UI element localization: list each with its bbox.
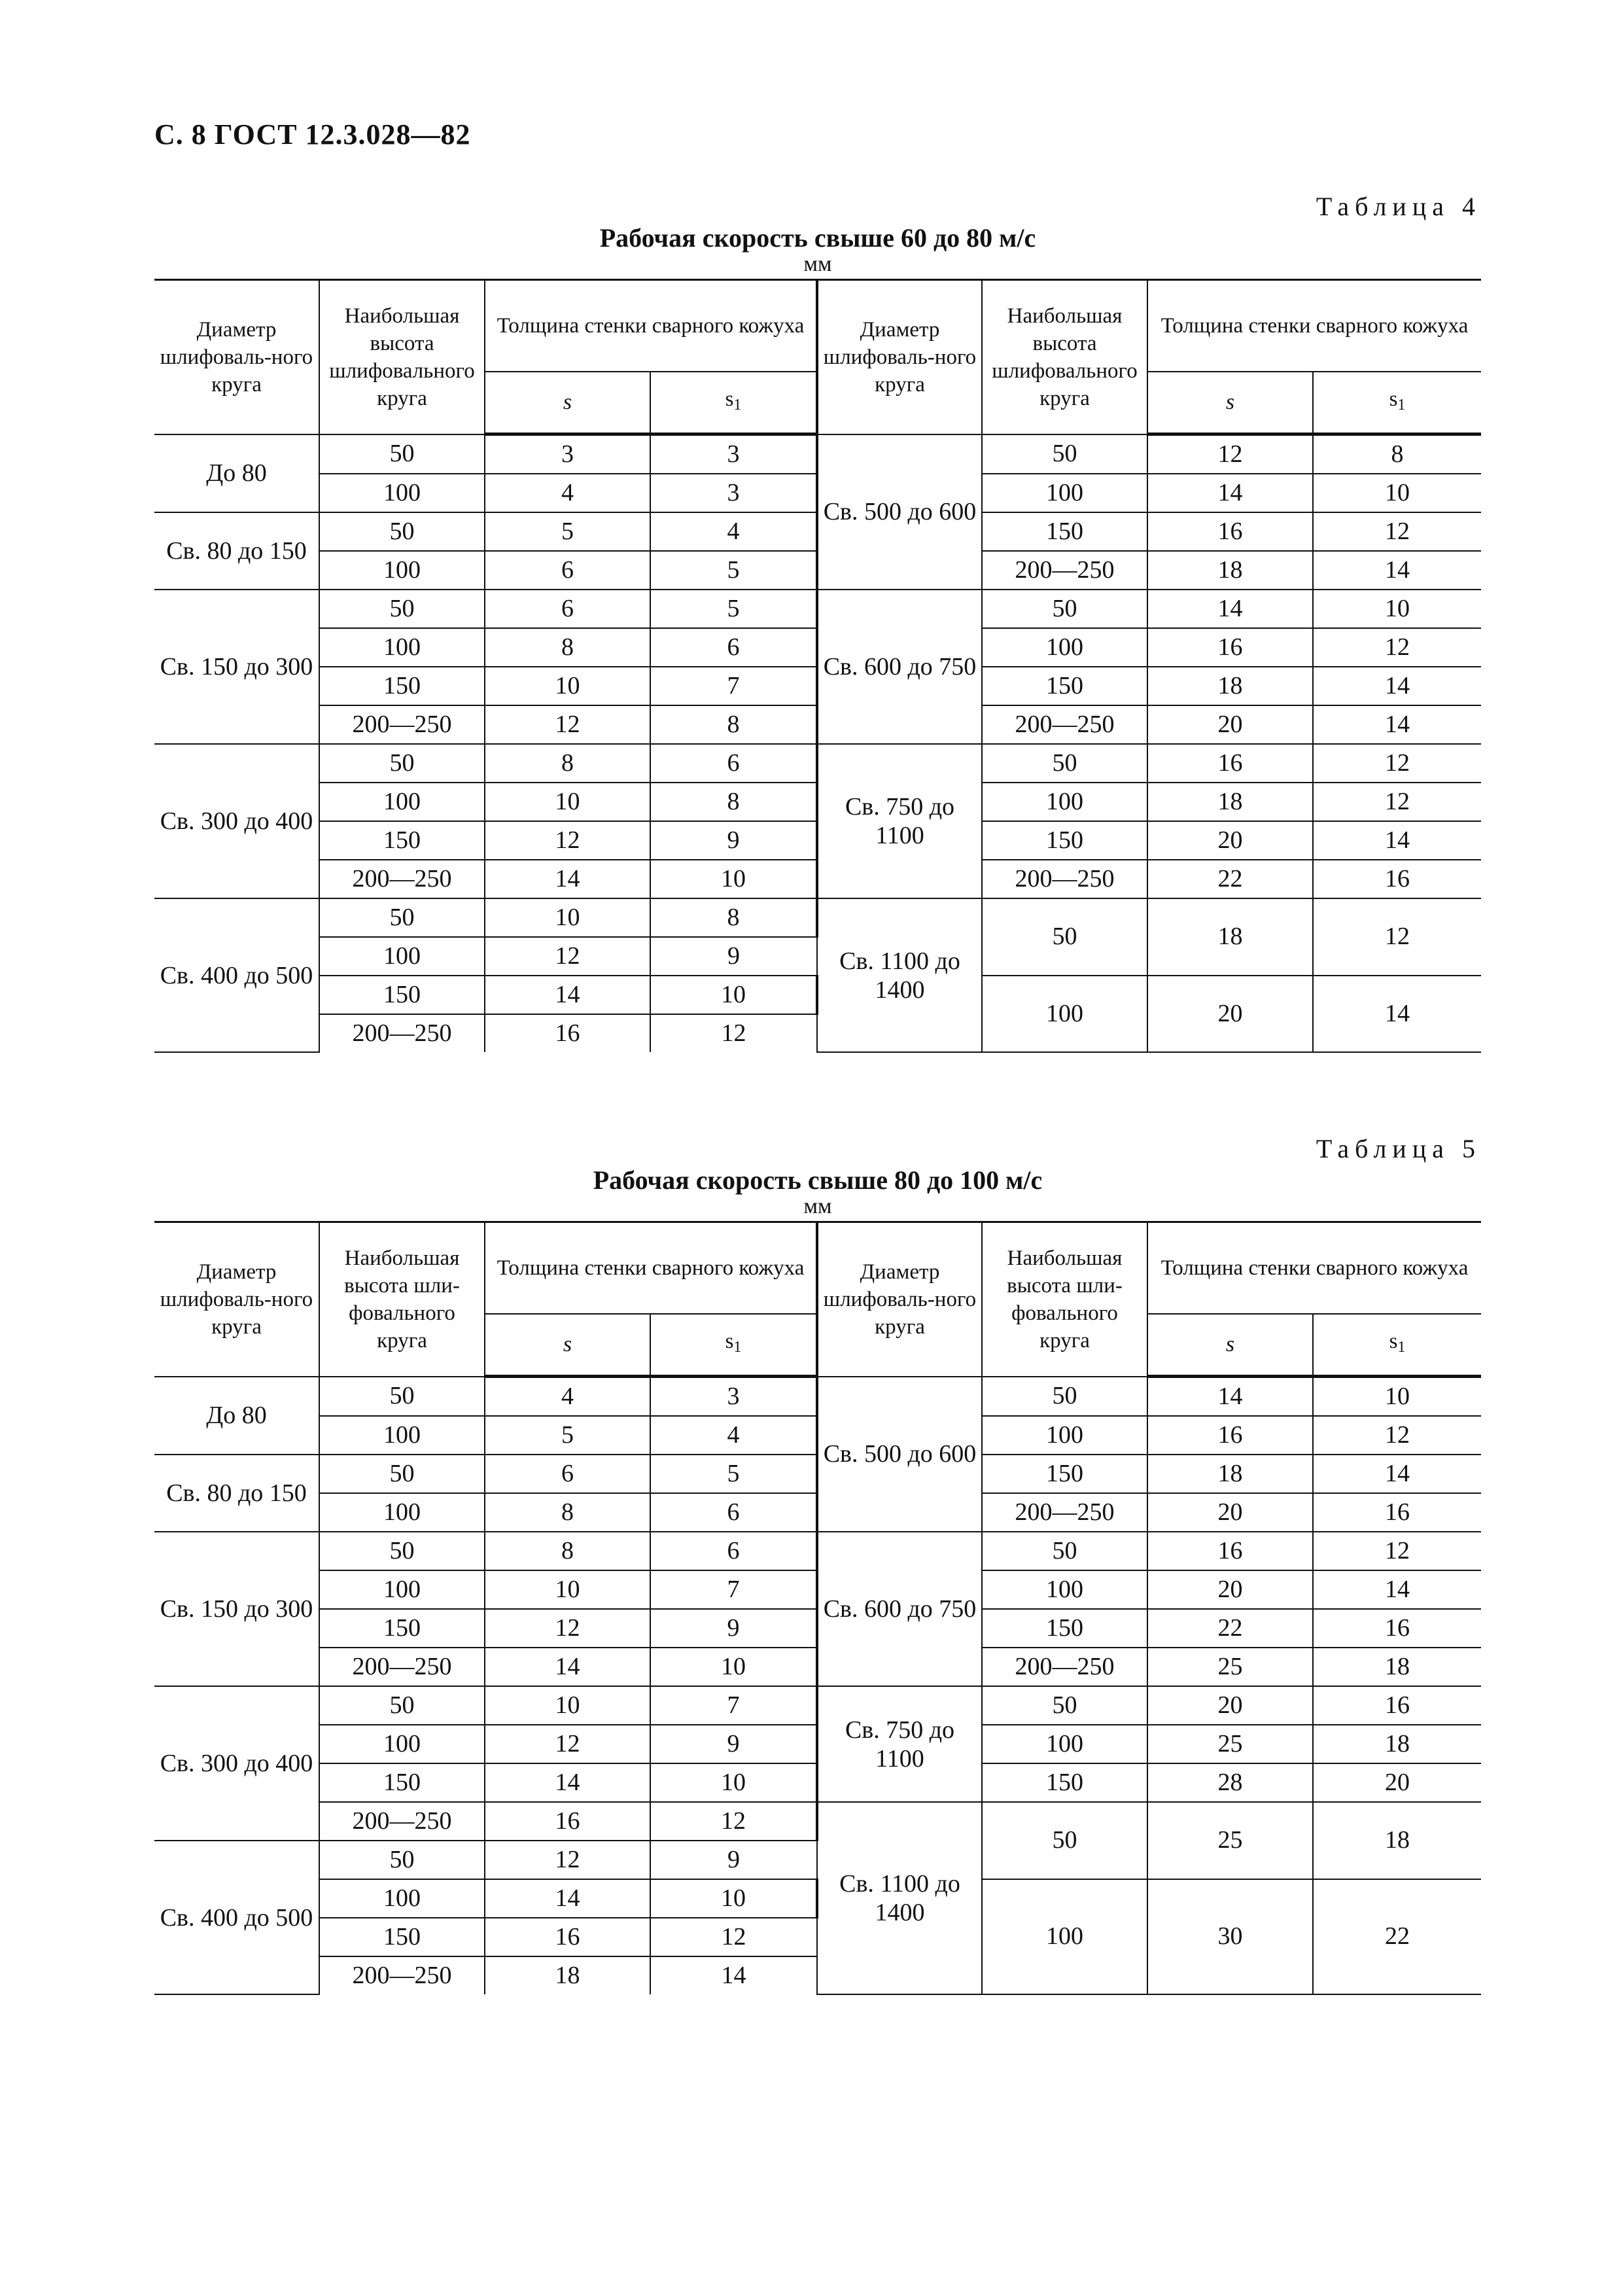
table-cell: 14 [1313,976,1481,1052]
table-cell: 14 [485,1763,650,1802]
table-cell: 100 [982,1879,1147,1994]
table-cell: 50 [319,512,485,551]
header-thickness: Толщина стенки сварного кожуха [1147,1222,1481,1314]
table-cell: 9 [650,1609,817,1648]
table-cell: 50 [319,1686,485,1725]
table-cell: 9 [650,1725,817,1763]
table-cell: 8 [485,1493,650,1532]
table-cell: 50 [982,1686,1147,1725]
header-s1: $s_1$ [1313,372,1481,434]
table-cell: 10 [485,1570,650,1609]
table-5 [154,1221,1481,1995]
table-cell: 10 [485,667,650,705]
table-cell: 6 [485,590,650,628]
table-cell: 5 [650,1455,817,1493]
table-cell: 16 [485,1802,650,1841]
diameter-cell: Св. 300 до 400 [154,744,319,898]
table-cell: 150 [982,821,1147,860]
diameter-cell: Св. 80 до 150 [154,512,319,590]
table-cell: 150 [982,1455,1147,1493]
header-diameter: Диаметр шлифоваль-ного круга [154,280,319,434]
table-cell: 50 [982,1377,1147,1417]
table-cell: 18 [1147,551,1313,590]
table-cell: 16 [1147,628,1313,667]
table-cell: 200—250 [982,1648,1147,1686]
table-cell: 3 [650,1377,817,1417]
table-cell: 10 [1313,474,1481,512]
diameter-cell: До 80 [154,434,319,513]
table-cell: 14 [485,860,650,898]
table-cell: 16 [485,1014,650,1052]
table-cell: 22 [1313,1879,1481,1994]
table-cell: 12 [1313,1416,1481,1455]
table-cell: 100 [319,1416,485,1455]
header-s: s [485,372,650,434]
table-cell: 6 [650,1532,817,1570]
table-cell: 10 [485,1686,650,1725]
table-5-unit: мм [803,1194,832,1218]
table-cell: 10 [650,1763,817,1802]
table-cell: 150 [982,1609,1147,1648]
table-cell: 28 [1147,1763,1313,1802]
table-cell: 5 [485,1416,650,1455]
table-5-label: Таблица 5 [1316,1134,1481,1163]
table-4 [154,279,1481,1053]
table-cell: 18 [1313,1802,1481,1879]
table-cell: 12 [1313,783,1481,821]
diameter-cell: Св. 500 до 600 [817,1377,982,1532]
table-cell: 22 [1147,1609,1313,1648]
table-cell: 12 [650,1802,817,1841]
table-cell: 10 [650,1648,817,1686]
table-cell: 3 [650,474,817,512]
table-cell: 3 [485,434,650,474]
table-cell: 7 [650,667,817,705]
table-cell: 200—250 [982,860,1147,898]
table-cell: 14 [1147,474,1313,512]
table-cell: 20 [1147,821,1313,860]
table-cell: 12 [1313,628,1481,667]
table-cell: 16 [1147,512,1313,551]
table-cell: 6 [650,744,817,783]
table-cell: 200—250 [319,1014,485,1052]
table-cell: 22 [1147,860,1313,898]
table-cell: 14 [1313,705,1481,744]
table-cell: 150 [982,512,1147,551]
table-cell: 12 [1313,1532,1481,1570]
diameter-cell: Св. 600 до 750 [817,1532,982,1686]
table-cell: 50 [319,1377,485,1417]
table-cell: 7 [650,1686,817,1725]
table-cell: 20 [1147,1493,1313,1532]
diameter-cell: Св. 400 до 500 [154,898,319,1052]
table-cell: 100 [982,976,1147,1052]
table-cell: 6 [485,551,650,590]
table-cell: 20 [1147,705,1313,744]
table-cell: 100 [982,474,1147,512]
table-cell: 150 [319,821,485,860]
table-cell: 20 [1313,1763,1481,1802]
table-cell: 100 [982,1416,1147,1455]
table-cell: 20 [1147,1686,1313,1725]
table-cell: 50 [319,434,485,474]
table-cell: 50 [319,1841,485,1879]
header-diameter: Диаметр шлифоваль-ного круга [817,1222,982,1377]
table-cell: 12 [485,1841,650,1879]
table-cell: 3 [650,434,817,474]
table-5-block [154,1132,1481,1995]
header-height: Наибольшая высота шли-фовального круга [319,1222,485,1377]
diameter-cell: Св. 300 до 400 [154,1686,319,1841]
diameter-cell: Св. 600 до 750 [817,590,982,744]
table-cell: 18 [1147,667,1313,705]
table-cell: 200—250 [319,860,485,898]
header-height: Наибольшая высота шли-фовального круга [982,1222,1147,1377]
header-diameter: Диаметр шлифоваль-ного круга [154,1222,319,1377]
table-cell: 50 [982,1802,1147,1879]
page-header: С. 8 ГОСТ 12.3.028—82 [154,118,471,150]
table-cell: 150 [982,1763,1147,1802]
table-cell: 4 [485,474,650,512]
table-cell: 100 [319,1725,485,1763]
table-cell: 100 [982,1570,1147,1609]
diameter-cell: До 80 [154,1377,319,1455]
table-cell: 10 [650,860,817,898]
table-cell: 50 [319,1455,485,1493]
table-cell: 50 [319,898,485,937]
table-cell: 50 [982,898,1147,976]
table-cell: 200—250 [319,1956,485,1994]
table-cell: 150 [319,976,485,1014]
table-cell: 14 [1147,590,1313,628]
table-cell: 200—250 [982,1493,1147,1532]
table-cell: 8 [485,628,650,667]
table-cell: 150 [319,1918,485,1956]
table-cell: 50 [982,590,1147,628]
table-cell: 10 [1313,1377,1481,1417]
table-cell: 9 [650,937,817,976]
table-cell: 14 [1313,551,1481,590]
table-cell: 10 [485,898,650,937]
header-s: s [1147,372,1313,434]
table-cell: 100 [982,783,1147,821]
header-thickness: Толщина стенки сварного кожуха [485,1222,817,1314]
table-cell: 16 [1313,1686,1481,1725]
table-cell: 8 [1313,434,1481,474]
table-cell: 4 [650,1416,817,1455]
table-cell: 16 [1147,1416,1313,1455]
diameter-cell: Св. 750 до 1100 [817,744,982,898]
header-s: s [1147,1314,1313,1377]
table-cell: 5 [650,551,817,590]
table-cell: 5 [485,512,650,551]
table-cell: 12 [485,1725,650,1763]
table-cell: 50 [982,744,1147,783]
table-cell: 9 [650,1841,817,1879]
table-cell: 12 [650,1014,817,1052]
table-cell: 18 [1147,783,1313,821]
table-cell: 100 [319,1493,485,1532]
table-cell: 200—250 [319,705,485,744]
table-cell: 12 [1147,434,1313,474]
table-cell: 10 [1313,590,1481,628]
table-cell: 10 [650,976,817,1014]
header-s: s [485,1314,650,1377]
header-diameter: Диаметр шлифоваль-ного круга [817,280,982,434]
table-cell: 150 [319,1609,485,1648]
table-cell: 16 [1313,1609,1481,1648]
table-cell: 100 [319,1570,485,1609]
table-cell: 12 [485,821,650,860]
table-cell: 14 [485,976,650,1014]
table-cell: 14 [650,1956,817,1994]
table-cell: 14 [1313,821,1481,860]
diameter-cell: Св. 500 до 600 [817,434,982,590]
table-cell: 25 [1147,1802,1313,1879]
table-cell: 12 [485,705,650,744]
table-cell: 50 [982,434,1147,474]
table-4-title: Рабочая скорость свыше 60 до 80 м/с [599,223,1036,253]
table-cell: 18 [1313,1648,1481,1686]
table-cell: 150 [319,1763,485,1802]
table-cell: 50 [319,590,485,628]
table-cell: 4 [485,1377,650,1417]
table-cell: 7 [650,1570,817,1609]
table-cell: 200—250 [319,1648,485,1686]
table-cell: 9 [650,821,817,860]
table-cell: 18 [1313,1725,1481,1763]
table-cell: 14 [1313,1455,1481,1493]
diameter-cell: Св. 150 до 300 [154,1532,319,1686]
table-cell: 50 [982,1532,1147,1570]
table-cell: 100 [319,551,485,590]
table-cell: 18 [1147,1455,1313,1493]
table-cell: 6 [650,1493,817,1532]
table-cell: 14 [485,1648,650,1686]
diameter-cell: Св. 1100 до 1400 [817,1802,982,1994]
table-cell: 12 [485,1609,650,1648]
table-cell: 16 [1147,1532,1313,1570]
table-cell: 25 [1147,1648,1313,1686]
table-cell: 20 [1147,976,1313,1052]
table-cell: 30 [1147,1879,1313,1994]
table-cell: 50 [319,744,485,783]
table-cell: 200—250 [982,705,1147,744]
table-cell: 12 [1313,744,1481,783]
header-s1: $s_1$ [650,372,817,434]
table-cell: 6 [485,1455,650,1493]
table-cell: 100 [319,474,485,512]
table-cell: 8 [485,744,650,783]
table-cell: 8 [485,1532,650,1570]
table-cell: 14 [1147,1377,1313,1417]
table-cell: 10 [485,783,650,821]
table-cell: 14 [1313,1570,1481,1609]
table-cell: 12 [650,1918,817,1956]
table-cell: 150 [982,667,1147,705]
table-cell: 12 [1313,898,1481,976]
table-4-block [154,190,1481,1053]
diameter-cell: Св. 400 до 500 [154,1841,319,1994]
diameter-cell: Св. 150 до 300 [154,590,319,744]
header-s1: $s_1$ [1313,1314,1481,1377]
table-5-title: Рабочая скорость свыше 80 до 100 м/с [593,1165,1043,1195]
diameter-cell: Св. 80 до 150 [154,1455,319,1532]
table-cell: 16 [1313,860,1481,898]
header-thickness: Толщина стенки сварного кожуха [485,280,817,372]
table-cell: 200—250 [319,1802,485,1841]
table-cell: 4 [650,512,817,551]
table-cell: 100 [319,937,485,976]
table-cell: 8 [650,705,817,744]
header-height: Наибольшая высота шлифовального круга [319,280,485,434]
table-cell: 8 [650,783,817,821]
diameter-cell: Св. 750 до 1100 [817,1686,982,1802]
table-cell: 12 [485,937,650,976]
table-4-label: Таблица 4 [1316,192,1481,221]
table-cell: 100 [319,783,485,821]
table-cell: 5 [650,590,817,628]
table-cell: 100 [319,1879,485,1918]
table-cell: 100 [319,628,485,667]
table-cell: 50 [319,1532,485,1570]
table-cell: 6 [650,628,817,667]
table-cell: 18 [1147,898,1313,976]
header-height: Наибольшая высота шлифовального круга [982,280,1147,434]
table-cell: 100 [982,1725,1147,1763]
table-cell: 150 [319,667,485,705]
table-cell: 100 [982,628,1147,667]
table-cell: 20 [1147,1570,1313,1609]
table-cell: 16 [1313,1493,1481,1532]
table-4-unit: мм [803,252,832,276]
table-cell: 8 [650,898,817,937]
table-cell: 25 [1147,1725,1313,1763]
header-thickness: Толщина стенки сварного кожуха [1147,280,1481,372]
table-cell: 200—250 [982,551,1147,590]
diameter-cell: Св. 1100 до 1400 [817,898,982,1052]
table-cell: 14 [485,1879,650,1918]
table-cell: 12 [1313,512,1481,551]
table-cell: 10 [650,1879,817,1918]
table-cell: 14 [1313,667,1481,705]
header-s1: $s_1$ [650,1314,817,1377]
table-cell: 18 [485,1956,650,1994]
table-cell: 16 [1147,744,1313,783]
table-cell: 16 [485,1918,650,1956]
